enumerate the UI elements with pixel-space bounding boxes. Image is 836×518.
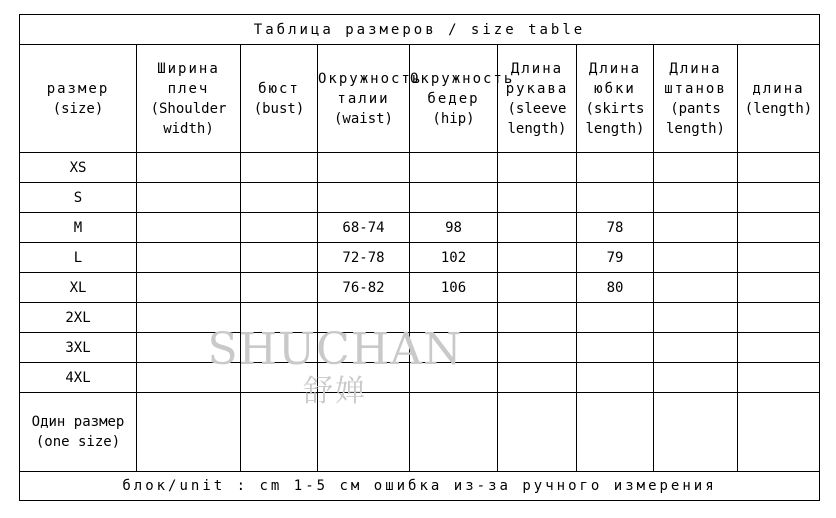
size-label: 2XL [20,303,137,333]
header-size [20,45,137,153]
table-cell-bust [241,273,318,303]
table-cell-bust [241,363,318,393]
table-cell-skirt [577,303,654,333]
header-size-ru: размер [46,80,110,97]
header-length [738,45,820,153]
table-cell-skirt [577,183,654,213]
table-cell-pants [654,273,738,303]
table-cell-pants [654,243,738,273]
table-row [20,333,820,363]
table-cell-bust [241,243,318,273]
table-cell-pants [654,183,738,213]
measurement-note: блок/unit : cm 1-5 см ошибка из-за ручного измерения [20,472,820,501]
table-cell-pants [654,333,738,363]
table-cell-length [738,213,820,243]
table-cell-length [738,243,820,273]
header-hip-ru: Окружность бедер [410,70,515,107]
header-bust-ru: бюст [258,80,300,97]
watermark-cjk: 舒婵 [303,374,367,409]
header-waist-ru: Окружность талии [318,70,423,107]
table-cell [318,393,410,472]
table-cell-waist: 76-82 [318,273,410,303]
table-row [20,153,820,183]
size-label: M [20,213,137,243]
table-cell-pants [654,363,738,393]
footer-row [20,472,820,501]
table-row [20,183,820,213]
title-row [20,15,820,45]
table-cell-pants [654,213,738,243]
table-cell-hip [410,363,498,393]
table-cell-skirt [577,153,654,183]
table-cell [654,393,738,472]
table-cell-length [738,273,820,303]
table-cell-pants [654,303,738,333]
table-cell-shoulder [137,303,241,333]
header-row [20,45,820,153]
table-cell-sleeve [498,153,577,183]
table-cell-skirt: 78 [577,213,654,243]
table-cell-waist [318,303,410,333]
table-cell-length [738,333,820,363]
table-cell-bust [241,183,318,213]
table-cell-shoulder [137,363,241,393]
table-cell-waist: 72-78 [318,243,410,273]
header-skirt-en: (skirts length) [585,100,645,137]
one-size-en: (one size) [35,434,121,450]
table-cell-bust [241,213,318,243]
size-label: XL [20,273,137,303]
header-pants [654,45,738,153]
size-label: S [20,183,137,213]
table-cell-waist: 68-74 [318,213,410,243]
header-bust [241,45,318,153]
table-cell-sleeve [498,363,577,393]
table-cell-length [738,183,820,213]
table-cell-hip [410,153,498,183]
table-cell-shoulder [137,153,241,183]
size-table [19,14,820,501]
table-cell-bust [241,153,318,183]
table-cell-waist [318,153,410,183]
header-length-ru: длина [752,80,805,97]
table-row [20,213,820,243]
table-cell-sleeve [498,273,577,303]
table-cell-skirt: 80 [577,273,654,303]
table-cell-pants [654,153,738,183]
watermark-latin: SHUCHAN [207,324,463,375]
header-sleeve [498,45,577,153]
table-cell-bust [241,333,318,363]
table-cell-sleeve [498,183,577,213]
header-waist [318,45,423,153]
table-cell-skirt: 79 [577,243,654,273]
header-waist-en: (waist) [333,110,393,127]
header-skirt [577,45,654,153]
header-sleeve-en: (sleeve length) [507,100,567,137]
table-cell-hip: 98 [410,213,498,243]
size-label: 3XL [20,333,137,363]
table-cell [241,393,318,472]
table-cell-length [738,153,820,183]
table-cell-shoulder [137,243,241,273]
one-size-row [20,393,820,472]
header-skirt-ru: Длина юбки [588,60,642,97]
size-label: 4XL [20,363,137,393]
size-label: XS [20,153,137,183]
header-shoulder-en: (Shoulder width) [150,100,227,137]
table-cell-waist [318,363,410,393]
table-cell-waist [318,333,410,363]
table-cell [738,393,820,472]
header-shoulder-ru: Ширина плеч [157,60,220,97]
size-label: L [20,243,137,273]
header-size-en: (size) [52,100,104,117]
table-title: Таблица размеров / size table [20,15,820,45]
table-cell-hip: 106 [410,273,498,303]
table-cell-hip: 102 [410,243,498,273]
table-cell [577,393,654,472]
table-cell-sleeve [498,213,577,243]
table-cell [137,393,241,472]
size-chart [19,14,819,503]
table-row [20,363,820,393]
header-length-en: (length) [744,100,813,117]
table-cell-shoulder [137,333,241,363]
one-size-label [20,393,137,472]
table-row [20,273,820,303]
table-cell [410,393,498,472]
table-cell [498,393,577,472]
table-cell-shoulder [137,183,241,213]
table-cell-hip [410,183,498,213]
header-bust-en: (bust) [253,100,305,117]
table-cell-shoulder [137,273,241,303]
table-cell-shoulder [137,213,241,243]
header-shoulder [137,45,241,153]
table-cell-sleeve [498,333,577,363]
table-cell-length [738,363,820,393]
table-cell-sleeve [498,303,577,333]
table-row [20,303,820,333]
header-hip-en: (hip) [432,110,475,127]
one-size-ru: Один размер [31,414,125,430]
table-row [20,243,820,273]
table-cell-skirt [577,333,654,363]
table-cell-skirt [577,363,654,393]
table-cell-hip [410,303,498,333]
table-cell-sleeve [498,243,577,273]
table-cell-waist [318,183,410,213]
header-sleeve-ru: Длина рукава [505,60,569,97]
header-pants-en: (pants length) [665,100,725,137]
table-cell-length [738,303,820,333]
table-cell-hip [410,333,498,363]
header-hip [410,45,515,153]
header-pants-ru: Длина штанов [664,60,727,97]
table-cell-bust [241,303,318,333]
